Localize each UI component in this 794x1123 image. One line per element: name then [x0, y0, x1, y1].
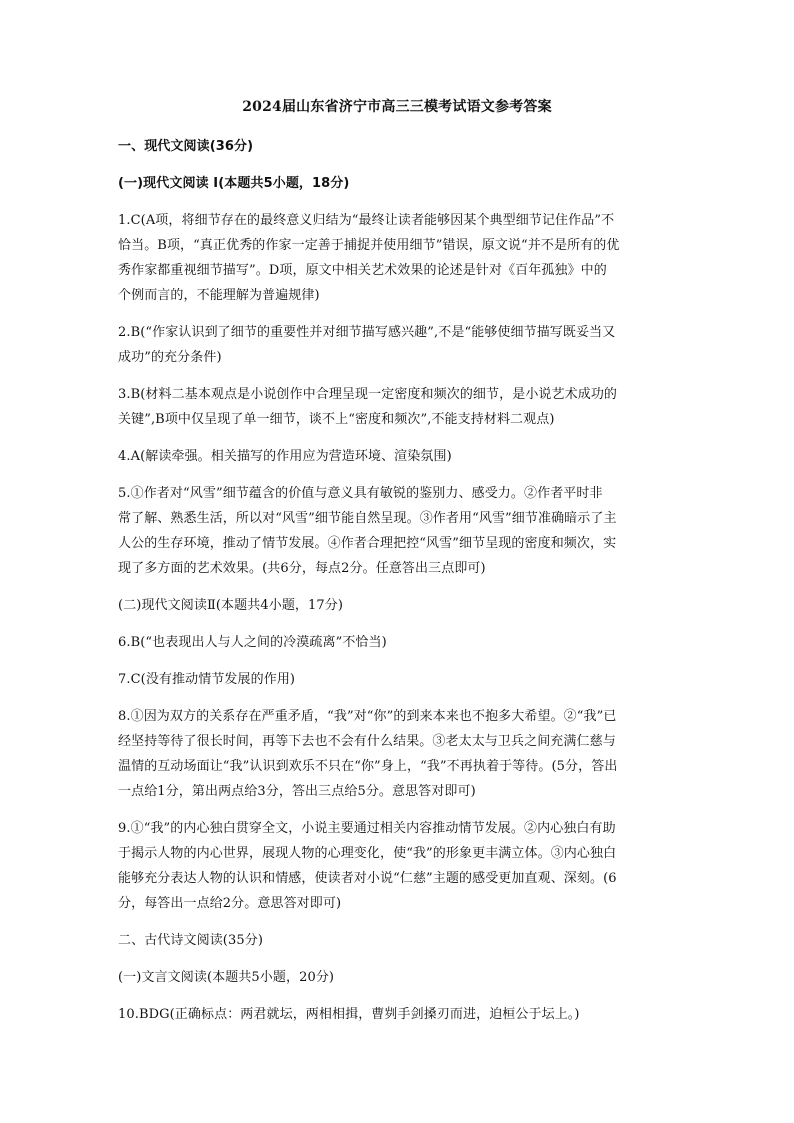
subsection-heading-modern-reading-2: (二)现代文阅读Ⅱ(本题共4小题，17分): [118, 598, 344, 613]
answer-line: 1.C(A项，将细节存在的最终意义归结为“最终让读者能够因某个典型细节记住作品”不: [118, 213, 615, 228]
document-title: 2024届山东省济宁市高三三模考试语文参考答案: [242, 99, 552, 115]
answer-line: 5.①作者对“风雪”细节蕴含的价值与意义具有敏锐的鉴别力、感受力。②作者平时非: [118, 486, 603, 501]
answer-line: 常了解、熟悉生活，所以对“风雪”细节能自然呈现。③作者用“风雪”细节准确暗示了主: [118, 511, 617, 526]
answer-line: 2.B(“作家认识到了细节的重要性并对细节描写感兴趣”,不是“能够使细节描写既妥当又: [118, 325, 616, 340]
answer-line: 人公的生存环境，推动了情节发展。④作者合理把控“风雪”细节呈现的密度和频次，实: [118, 536, 617, 551]
answer-line: 10.BDG(正确标点：两君就坛，两相相揖，曹刿手剑搡刃而进，迫桓公于坛上。): [118, 1007, 580, 1022]
answer-line: 现了多方面的艺术效果。(共6分，每点2分。任意答出三点即可): [118, 561, 486, 576]
answer-line: 能够充分表达人物的认识和情感，使读者对小说“仁慈”主题的感受更加直观、深刻。(6: [118, 871, 617, 886]
answer-line: 恰当。B项，“真正优秀的作家一定善于捕捉并使用细节”错误，原文说“并不是所有的优: [118, 238, 620, 253]
answer-line: 3.B(材料二基本观点是小说创作中合理呈现一定密度和频次的细节，是小说艺术成功的: [118, 387, 618, 402]
answer-line: 温情的互动场面让“我”认识到欢乐不只在“你”身上，“我”不再执着于等待。(5分，答出: [118, 759, 618, 774]
answer-line: 成功”的充分条件): [118, 350, 222, 365]
subsection-heading-classical-prose: (一)文言文阅读(本题共5小题，20分): [118, 970, 335, 985]
section-heading-modern-reading: 一、现代文阅读(36分): [118, 139, 254, 154]
answer-line: 6.B(“也表现出人与人之间的冷漠疏离”不恰当): [118, 635, 387, 650]
answer-line: 一点给1分，第出两点给3分，答出三点给5分。意思答对即可): [118, 784, 476, 799]
answer-line: 8.①因为双方的关系存在严重矛盾，“我”对“你”的到来本来也不抱多大希望。②“我”已: [118, 709, 617, 724]
answer-line: 于揭示人物的内心世界，展现人物的心理变化，使“我”的形象更丰满立体。③内心独白: [118, 846, 617, 861]
answer-line: 秀作家都重视细节描写”。D项，原文中相关艺术效果的论述是针对《百年孤独》中的: [118, 263, 607, 278]
answer-line: 个例而言的，不能理解为普遍规律): [118, 288, 320, 303]
answer-line: 关键”,B项中仅呈现了单一细节，谈不上“密度和频次”,不能支持材料二观点): [118, 412, 555, 427]
answer-line: 4.A(解读牵强。相关描写的作用应为营造环境、渲染氛围): [118, 449, 452, 464]
answer-line: 7.C(没有推动情节发展的作用): [118, 672, 296, 687]
answer-line: 分，每答出一点给2分。意思答对即可): [118, 896, 342, 911]
answer-line: 9.①“我”的内心独白贯穿全文，小说主要通过相关内容推动情节发展。②内心独白有助: [118, 821, 616, 836]
subsection-heading-modern-reading-1: (一)现代文阅读 I(本题共5小题，18分): [118, 176, 350, 191]
section-heading-classical-reading: 二、古代诗文阅读(35分): [118, 933, 263, 948]
answer-line: 经坚持等待了很长时间，再等下去也不会有什么结果。③老太太与卫兵之间充满仁慈与: [118, 734, 616, 749]
